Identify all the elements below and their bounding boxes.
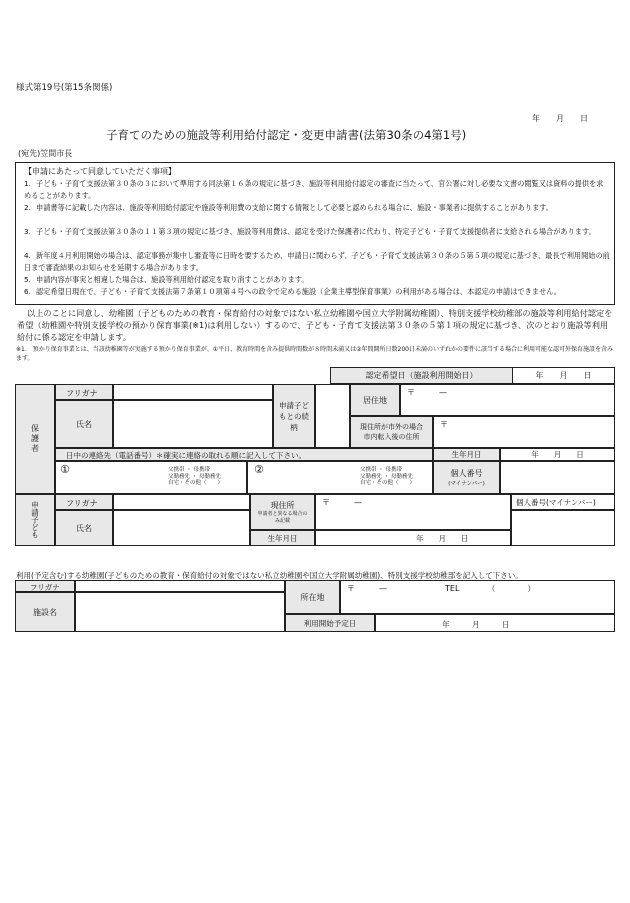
- child-birth-field[interactable]: 年 月 日: [315, 530, 511, 546]
- form-number: 様式第19号(第15条関係): [16, 83, 113, 93]
- guardian-birth-field[interactable]: 年 月 日: [500, 448, 615, 461]
- child-mynumber-label: 個人番号(マイナンバー): [511, 494, 615, 510]
- guardian-section-label: 保護者: [15, 384, 55, 494]
- facility-name-label: 施設名: [15, 592, 75, 632]
- addressee: (宛先)笠間市長: [18, 149, 73, 158]
- contact-label: 日中の連絡先（電話番号）＊確実に連絡の取れる順に記入して下さい。: [55, 448, 433, 461]
- notice-item: 1. 子ども・子育て支援法第３０条の３において準用する同法第１６条の規定に基づき、施設等利用給付認定の審査に当たって、官公署に対し必要な文書の閲覧又は資料の提供を求めることがあります。: [24, 179, 604, 200]
- contact-2-field[interactable]: ② 父携帯 ・ 母携帯 父勤務先 ・ 母勤務先 自宅・その他（ ）: [247, 461, 433, 494]
- address-field[interactable]: 〒 —: [400, 384, 615, 416]
- child-name-field[interactable]: [113, 510, 250, 546]
- consent-notice-box: [15, 162, 615, 305]
- contact-1-field[interactable]: ① 父携帯 ・ 母携帯 父勤務先 ・ 母勤務先 自宅・その他（ ）: [55, 461, 247, 494]
- outside-city-label: 現住所が市外の場合市内転入後の住所: [350, 416, 433, 448]
- facility-furigana-label: フリガナ: [15, 580, 75, 592]
- relation-field[interactable]: [315, 384, 350, 448]
- consent-statement: 以上のことに同意し、幼稚園（子どものための教育・保育給付の対象ではない私立幼稚園や国立大学附属幼稚園）、特別支援学校幼稚部の施設等利用給付認定を希望（幼稚園や特別支援学校の預かり保育事業(※1)は利用しない）するので、子ども・子育て支援法第３０条の５第１項の規定に基づき、次のとおり施設等利用給付に係る認定を申請します。: [17, 308, 613, 342]
- child-section-label: 申請子ども: [15, 494, 55, 546]
- facility-location-label: 所在地: [285, 580, 340, 614]
- child-current-address-label: 現住所 申請者と異なる場合のみ記載: [250, 494, 315, 530]
- notice-item: 6. 認定希望日現在で、子ども・子育て支援法第７条第１０項第４号への政令で定める施設（企業主導型保育事業）の利用がある場合は、本認定の申請はできません。: [24, 287, 561, 296]
- notice-item: 4. 新年度４月利用開始の場合は、認定事務が集中し審査等に日時を要するため、申請日に関わらず、子ども・子育て支援法第３０条の５第５項の規定に基づき、最長で利用開始の前日まで審査結果のお知らせを延期する場合があります。: [24, 251, 610, 272]
- application-date: 年 月 日: [532, 114, 588, 123]
- facility-furigana-field[interactable]: [75, 580, 285, 592]
- notice-item: 2. 申請書等に記載した内容は、施設等利用給付認定や施設等利用費の支給に関する情報として必要と認められる場合に、施設・事業者に提供することがあります。: [24, 203, 553, 212]
- desired-date-field[interactable]: 年 月 日: [512, 367, 615, 384]
- guardian-name-label: 氏名: [55, 400, 113, 448]
- child-name-label: 氏名: [55, 510, 113, 546]
- guardian-mynumber-field[interactable]: [500, 461, 615, 494]
- child-furigana-label: フリガナ: [55, 494, 113, 510]
- facility-name-field[interactable]: [75, 592, 285, 632]
- notice-heading: 【申請にあたって同意していただく事項】: [24, 167, 176, 176]
- child-furigana-field[interactable]: [113, 494, 250, 510]
- outside-city-field[interactable]: 〒: [433, 416, 615, 448]
- footnote: ※1. 預かり保育事業とは、当該幼稚園等が実施する預かり保育事業が、①平日、教育時間を含み提供時間数が８時間未満又は②年間開所日数200日未満のいずれかの要件に該当する場合に利用可能な認可外保育施設を含みます。: [16, 346, 613, 362]
- child-birth-label: 生年月日: [250, 530, 315, 546]
- child-mynumber-field[interactable]: [511, 510, 615, 546]
- guardian-furigana-label: フリガナ: [55, 384, 113, 400]
- facility-start-date-label: 利用開始予定日: [285, 614, 375, 632]
- guardian-birth-label: 生年月日: [433, 448, 500, 461]
- notice-item: 3. 子ども・子育て支援法第３０条の１１第３項の規定に基づき、施設等利用費は、認定を受けた保護者に代わり、特定子ども・子育て支援提供者に支給される場合があります。: [24, 227, 596, 236]
- guardian-furigana-field[interactable]: [113, 384, 273, 400]
- page-title: 子育てのための施設等利用給付認定・変更申請書(法第30条の4第1号): [106, 128, 467, 142]
- facility-start-date-field[interactable]: 年 月 日: [375, 614, 615, 632]
- address-label: 居住地: [350, 384, 400, 416]
- child-current-address-field[interactable]: 〒 —: [315, 494, 511, 530]
- guardian-mynumber-label: 個人番号 (マイナンバー): [433, 461, 500, 494]
- facility-instruction: 利用(予定含む)する幼稚園(子どものための教育・保育給付の対象ではない私立幼稚園や国立大学附属幼稚園)、特別支援学校幼稚部を記入して下さい。: [16, 571, 523, 580]
- facility-table: [15, 580, 615, 632]
- desired-date-label: 認定希望日（施設利用開始日）: [330, 367, 513, 384]
- notice-item: 5. 申請内容が事実と相違した場合は、施設等利用給付認定を取り消すことがあります。: [24, 275, 309, 284]
- application-table: [15, 367, 615, 550]
- facility-location-field[interactable]: 〒 — TEL （ ）: [340, 580, 615, 614]
- guardian-name-field[interactable]: [113, 400, 273, 448]
- relation-label: 申請子どもとの続柄: [273, 384, 315, 448]
